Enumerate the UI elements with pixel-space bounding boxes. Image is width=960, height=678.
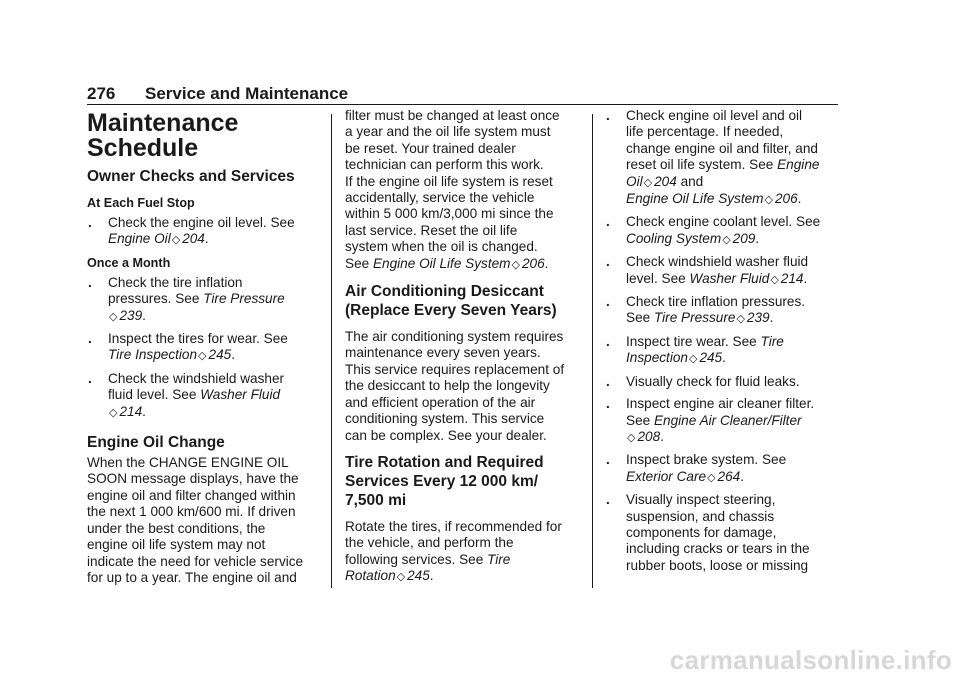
bullet-icon: .: [606, 396, 610, 412]
cross-reference-link[interactable]: Engine Oil Life System: [372, 255, 511, 271]
page-ref-icon: ◇: [396, 571, 406, 584]
bullet-icon: .: [606, 108, 610, 123]
page-reference[interactable]: 245: [699, 350, 723, 366]
ac-paragraph: The air conditioning system requires maintenance every seven years. This service requires replacement of the desiccant to help the longevity and efficient operation of the air conditioning system. This service can be complex. See your dealer.: [345, 329, 565, 443]
page-ref-icon: ◇: [198, 350, 207, 363]
column-divider-2: [592, 114, 593, 588]
oil-change-paragraph-cont: filter must be changed at least once a year and the oil life system must be reset. Your trained dealer technician can perform this work. If the engine oil life system is reset accidentally, service the vehicle within 5 000 km/3,000 mi since the last service. Reset the oil life system when the oil is changed. See Engine Oil Life System◇ 206.: [345, 108, 585, 273]
page-reference[interactable]: 245: [407, 568, 430, 584]
cross-reference-link[interactable]: Washer Fluid: [689, 270, 770, 286]
list-item: . Check the engine oil level. See Engine Oil◇ 204.: [87, 215, 325, 249]
list-item: . Inspect the tires for wear. See Tire Inspection◇ 245.: [87, 331, 325, 365]
page-reference[interactable]: 208: [637, 428, 661, 444]
cross-reference-link[interactable]: Exterior Care: [626, 468, 707, 484]
list-item: . Check the tire inflation pressures. See Tire Pressure ◇ 239.: [87, 275, 325, 325]
section-title: Service and Maintenance: [145, 84, 349, 103]
fuel-stop-heading: At Each Fuel Stop: [87, 196, 195, 210]
month-heading: Once a Month: [87, 255, 171, 270]
page-ref-icon: ◇: [511, 258, 520, 271]
column-2: [345, 108, 585, 586]
bullet-icon: .: [606, 214, 610, 230]
column-3: [605, 108, 841, 580]
page-ref-icon: ◇: [707, 471, 716, 484]
page-reference[interactable]: 214: [780, 270, 804, 286]
page-reference[interactable]: 209: [732, 230, 756, 246]
cross-reference-link[interactable]: Tire: [760, 333, 784, 349]
page-ref-icon: ◇: [722, 233, 731, 246]
owner-checks-heading: Owner Checks and Services: [87, 168, 295, 185]
bullet-icon: .: [88, 370, 92, 386]
oil-change-paragraph: When the CHANGE ENGINE OIL SOON message displays, have the engine oil and filter changed within the next 1 000 km/600 mi. If driven under the best conditions, the engine oil life system may not indicate the need for vehicle service for up to a year. The engine oil and: [87, 455, 304, 585]
cross-reference-link[interactable]: Rotation: [345, 568, 396, 584]
cross-reference-link[interactable]: Tire Pressure: [203, 291, 285, 307]
list-item: . Inspect engine air cleaner filter. See Engine Air Cleaner/Filter ◇ 208.: [605, 396, 841, 446]
page-ref-icon: ◇: [764, 194, 773, 207]
cross-reference-link[interactable]: Engine Oil Life System: [626, 191, 764, 207]
page-reference[interactable]: 206: [774, 191, 798, 207]
engine-oil-change-heading: Engine Oil Change: [87, 434, 225, 452]
page-reference[interactable]: 239: [119, 307, 143, 323]
cross-reference-link[interactable]: Tire: [487, 551, 511, 567]
page-title: Maintenance Schedule: [87, 109, 239, 162]
column-1: [87, 108, 325, 586]
bullet-icon: .: [88, 215, 92, 230]
cross-reference-link[interactable]: Inspection: [626, 350, 688, 366]
cross-reference-link[interactable]: Engine Air Cleaner/Filter: [653, 412, 802, 428]
ac-desiccant-heading: Air Conditioning Desiccant (Replace Every Seven Years): [345, 283, 557, 320]
page-reference[interactable]: 204: [182, 231, 205, 247]
header-rule: [87, 104, 838, 105]
list-item: . Check engine oil level and oil life percentage. If needed, change engine oil and filter, and reset oil life system. See Engine Oil◇ 204 and Engine Oil Life System◇ 206.: [605, 108, 841, 208]
list-item: . Check windshield washer fluid level. See Washer Fluid◇ 214.: [605, 254, 841, 288]
list-item: . Check tire inflation pressures. See Tire Pressure◇ 239.: [605, 294, 841, 328]
cross-reference-link[interactable]: Tire Inspection: [108, 347, 198, 363]
cross-reference-link[interactable]: Tire Pressure: [653, 310, 736, 326]
page-ref-icon: ◇: [109, 310, 118, 323]
column-divider-1: [331, 114, 332, 588]
list-item: . Check engine coolant level. See Cooling System◇ 209.: [605, 214, 841, 248]
page-header: [87, 84, 838, 106]
tire-rotation-paragraph: Rotate the tires, if recommended for the vehicle, and perform the following services. See Tire Rotation◇ 245.: [345, 519, 585, 586]
bullet-icon: .: [606, 294, 610, 310]
page-reference[interactable]: 204: [654, 173, 677, 189]
tire-rotation-heading: Tire Rotation and Required Services Every 12 000 km/ 7,500 mi: [345, 453, 544, 509]
page-reference[interactable]: 239: [746, 310, 770, 326]
page-reference[interactable]: 214: [119, 403, 143, 419]
cross-reference-link[interactable]: Cooling System: [626, 230, 722, 246]
page-ref-icon: ◇: [770, 273, 779, 286]
list-item: . Check the windshield washer fluid level. See Washer Fluid ◇ 214.: [87, 371, 325, 421]
bullet-icon: .: [606, 492, 610, 508]
page-ref-icon: ◇: [109, 406, 118, 419]
cross-reference-link[interactable]: Oil: [626, 173, 643, 189]
bullet-icon: .: [606, 333, 610, 349]
page-number: 276: [87, 84, 116, 103]
cross-reference-link[interactable]: Engine Oil: [108, 231, 171, 247]
bullet-icon: .: [606, 452, 610, 468]
watermark: carmanualsonline.info: [669, 645, 952, 675]
bullet-icon: .: [606, 373, 610, 389]
page-ref-icon: ◇: [643, 176, 653, 189]
list-item: . Inspect brake system. See Exterior Care◇ 264.: [605, 452, 841, 486]
page-ref-icon: ◇: [688, 353, 698, 366]
page-ref-icon: ◇: [627, 431, 636, 444]
page-reference[interactable]: 245: [208, 347, 232, 363]
list-item: . Visually check for fluid leaks.: [606, 373, 800, 389]
bullet-icon: .: [88, 274, 92, 290]
page-reference[interactable]: 206: [521, 255, 545, 271]
page-ref-icon: ◇: [171, 234, 181, 247]
page-ref-icon: ◇: [736, 313, 745, 326]
list-item: . Visually inspect steering, suspension, and chassis components for damage, including cracks or tears in the rubber boots, loose or missing: [606, 492, 810, 573]
list-item: . Inspect tire wear. See Tire Inspection◇ 245.: [605, 334, 841, 368]
cross-reference-link[interactable]: Engine: [777, 157, 820, 173]
bullet-icon: .: [88, 331, 92, 347]
cross-reference-link[interactable]: Washer Fluid: [200, 387, 281, 403]
bullet-icon: .: [606, 254, 610, 270]
page-reference[interactable]: 264: [717, 468, 741, 484]
